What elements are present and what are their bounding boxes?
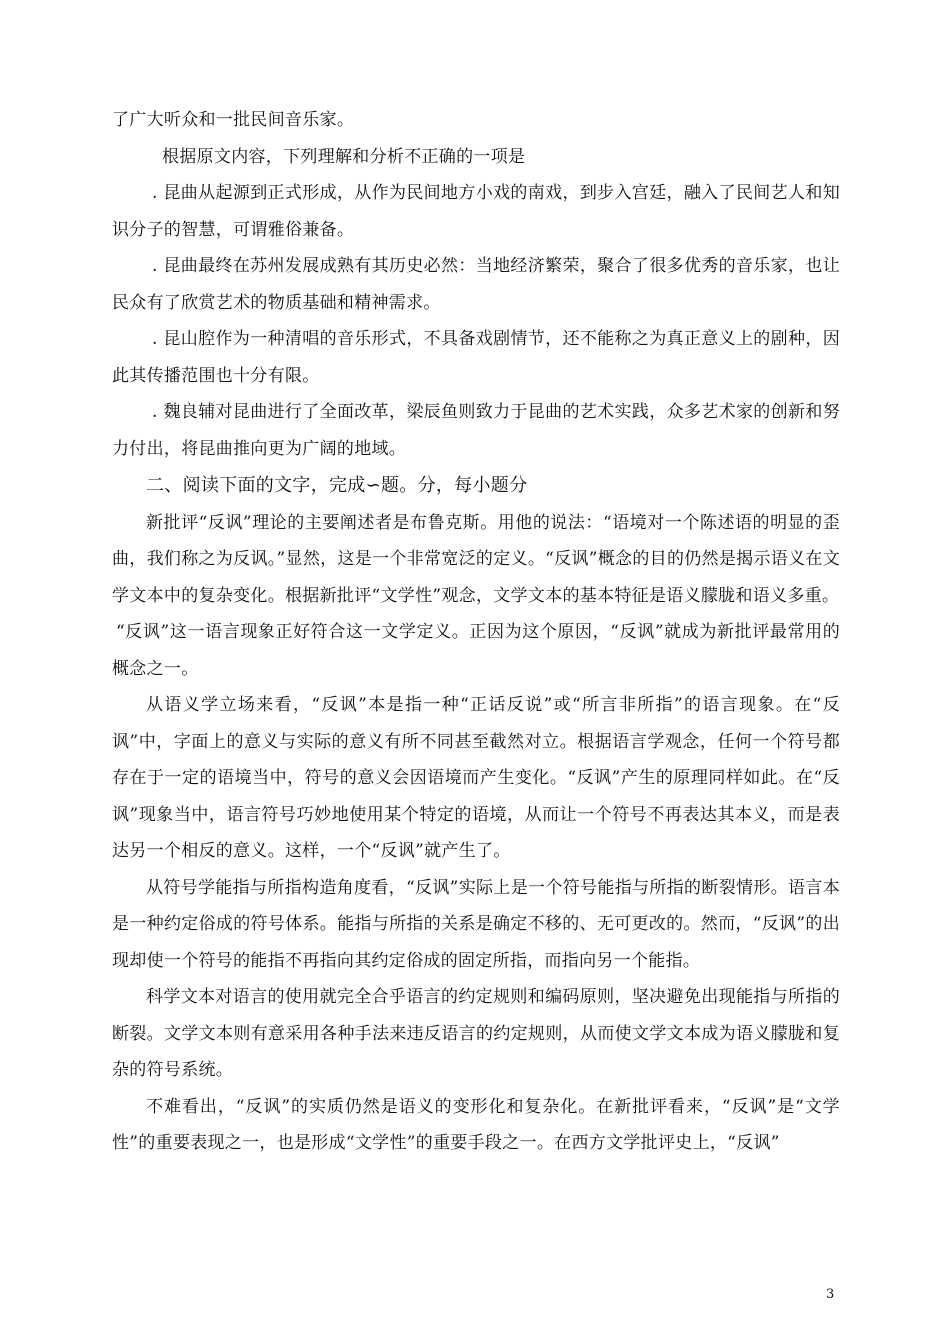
paragraph-continuation: 了广大听众和一批民间音乐家。 bbox=[112, 110, 355, 130]
question-stem: 根据原文内容，下列理解和分析不正确的一项是 bbox=[162, 146, 526, 167]
option-c: . 昆山腔作为一种清唱的音乐形式，不具备戏剧情节，还不能称之为真正意义上的剧种，因此其传播范围也十分有限。 bbox=[112, 329, 840, 386]
paragraph-1: 新批评“反讽”理论的主要阐述者是布鲁克斯。用他的说法：“语境对一个陈述语的明显的歪曲，我们称之为反讽。”显然，这是一个非常宽泛的定义。“反讽”概念的目的仍然是揭示语义在文学文本中的复杂变化。根据新批评“文学性”观念，文学文本的基本特征是语义朦胧和语义多重。 bbox=[112, 512, 840, 606]
section-heading: 二、阅读下面的文字，完成∽题。分，每小题分 bbox=[146, 475, 528, 496]
paragraph-3: 从语义学立场来看，“反讽”本是指一种“正话反说”或“所言非所指”的语言现象。在“反讽”中，字面上的意义与实际的意义有所不同甚至截然对立。根据语言学观念，任何一个符号都存在于一定的语境当中，符号的意义会因语境而产生变化。“反讽”产生的原理同样如此。在“反讽”现象当中，语言符号巧妙地使用某个特定的语境，从而让一个符号不再表达其本义，而是表达另一个相反的意义。这样，一个“反讽”就产生了。 bbox=[112, 695, 840, 861]
paragraph-6: 不难看出，“反讽”的实质仍然是语义的变形化和复杂化。在新批评看来，“反讽”是“文学性”的重要表现之一，也是形成“文学性”的重要手段之一。在西方文学批评史上，“反讽” bbox=[112, 1096, 840, 1153]
paragraph-5: 科学文本对语言的使用就完全合乎语言的约定规则和编码原则，坚决避免出现能指与所指的断裂。文学文本则有意采用各种手法来违反语言的约定规则，从而使文学文本成为语义朦胧和复杂的符号系统。 bbox=[112, 987, 840, 1080]
option-b: . 昆曲最终在苏州发展成熟有其历史必然：当地经济繁荣，聚合了很多优秀的音乐家，也让民众有了欣赏艺术的物质基础和精神需求。 bbox=[112, 256, 840, 313]
option-a: . 昆曲从起源到正式形成，从作为民间地方小戏的南戏，到步入宫廷，融入了民间艺人和知识分子的智慧，可谓雅俗兼备。 bbox=[112, 183, 840, 240]
page-content bbox=[112, 102, 840, 1162]
page-number: 3 bbox=[826, 1287, 835, 1302]
paragraph-4: 从符号学能指与所指构造角度看，“反讽”实际上是一个符号能指与所指的断裂情形。语言本是一种约定俗成的符号体系。能指与所指的关系是确定不移的、无可更改的。然而，“反讽”的出现却使一个符号的能指不再指向其约定俗成的固定所指，而指向另一个能指。 bbox=[112, 877, 840, 971]
option-d: . 魏良辅对昆曲进行了全面改革，梁辰鱼则致力于昆曲的艺术实践，众多艺术家的创新和努力付出，将昆曲推向更为广阔的地域。 bbox=[112, 402, 840, 459]
paragraph-2: “反讽”这一语言现象正好符合这一文学定义。正因为这个原因，“反讽”就成为新批评最常用的概念之一。 bbox=[112, 622, 840, 679]
